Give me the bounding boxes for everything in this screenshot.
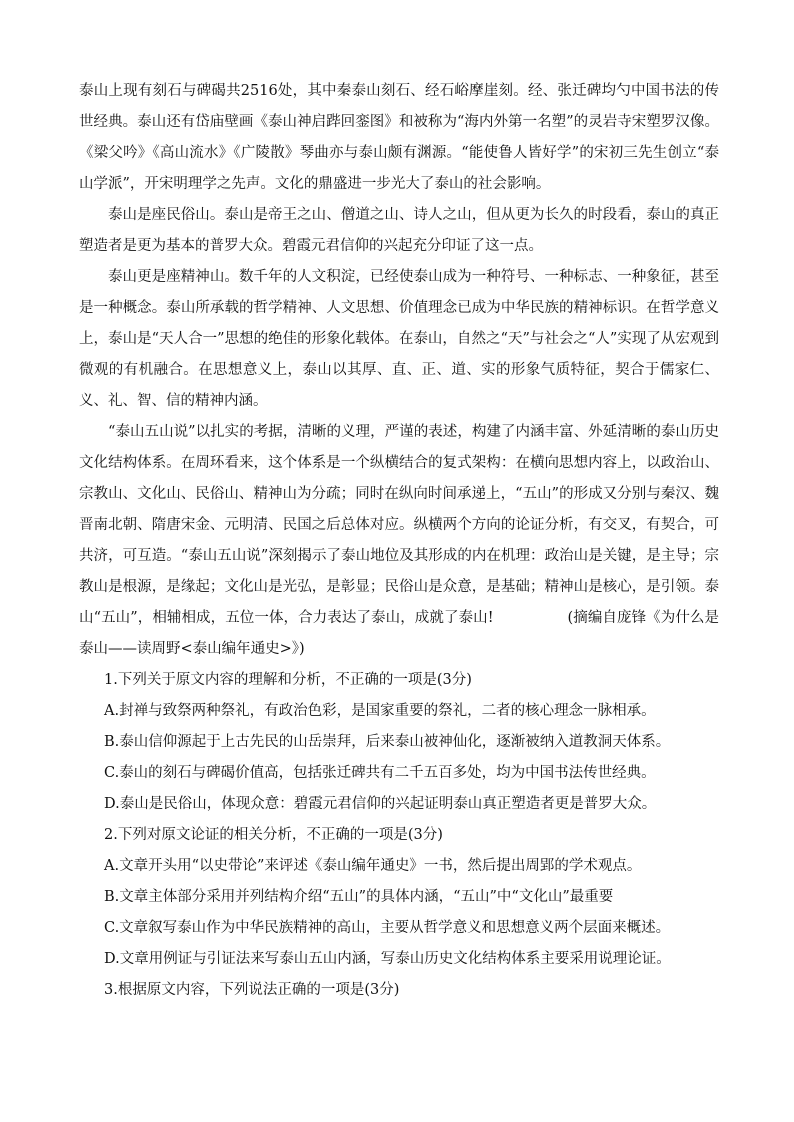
- source-citation: (摘编自庞锋《为什么是泰山——读周野<泰山编年通史>》): [79, 610, 720, 657]
- question-1-stem: 1.下列关于原文内容的理解和分析，不正确的一项是(3分): [104, 672, 472, 688]
- question-1-option-a: A.封禅与致祭两种祭礼，有政治色彩，是国家重要的祭礼，二者的核心理念一脉相承。: [104, 703, 656, 719]
- question-2-option-c: C.文章叙写泰山作为中华民族精神的高山，主要从哲学意义和思想意义两个层面来概述。: [104, 920, 671, 936]
- question-1-option-b: B.泰山信仰源起于上古先民的山岳崇拜，后来泰山被神仙化，逐渐被纳入道教洞天体系。: [104, 734, 671, 750]
- paragraph-2: 泰山是座民俗山。泰山是帝王之山、僧道之山、诗人之山，但从更为长久的时段看，泰山的真正塑造者是更为基本的普罗大众。碧霞元君信仰的兴起充分印证了这一点。: [79, 207, 719, 254]
- paragraph-4-text: “泰山五山说”以扎实的考据，清晰的义理，严谨的表述，构建了内涵丰富、外延清晰的泰山历史文化结构体系。在周环看来，这个体系是一个纵横结合的复式架构：在横向思想内容上，以政治山、宗教山、文化山、民俗山、精神山为分疏；同时在纵向时间承递上，“五山”的形成又分别与秦汉、魏晋南北朝、隋唐宋金、元明清、民国之后总体对应。纵横两个方向的论证分析，有交叉，有契合，可共济，可互造。“泰山五山说”深刻揭示了泰山地位及其形成的内在机理：政治山是关键，是主导；宗教山是根源，是缘起；文化山是光弘，是彰显；民俗山是众意，是基础；精神山是核心，是引领。泰山“五山”，相辅相成，五位一体，合力表达了泰山，成就了泰山!: [79, 424, 719, 626]
- document-page: [79, 76, 719, 1006]
- question-2-option-d: D.文章用例证与引证法来写泰山五山内涵，写泰山历史文化结构体系主要采用说理论证。: [104, 951, 671, 967]
- question-2-option-a: A.文章开头用“以史带论”来评述《泰山编年通史》一书，然后提出周郢的学术观点。: [104, 858, 642, 874]
- question-1-option-d: D.泰山是民俗山，体现众意：碧霞元君信仰的兴起证明泰山真正塑造者更是普罗大众。: [104, 796, 657, 812]
- paragraph-4: [79, 417, 719, 665]
- question-3-stem: 3.根据原文内容，下列说法正确的一项是(3分): [104, 982, 400, 998]
- paragraph-3: 泰山更是座精神山。数千年的人文积淀，已经使泰山成为一种符号、一种标志、一种象征，甚至是一种概念。泰山所承载的哲学精神、人文思想、价值理念已成为中华民族的精神标识。在哲学意义上，泰山是“天人合一”思想的绝佳的形象化载体。在泰山，自然之“天”与社会之“人”实现了从宏观到微观的有机融合。在思想意义上，泰山以其厚、直、正、道、实的形象气质特征，契合于儒家仁、义、礼、智、信的精神内涵。: [79, 269, 719, 409]
- question-2-stem: 2.下列对原文论证的相关分析，不正确的一项是(3分): [104, 827, 443, 843]
- question-2-option-b: B.文章主体部分采用并列结构介绍“五山”的具体内涵，“五山”中“文化山”最重要: [104, 889, 614, 905]
- paragraph-1: 泰山上现有刻石与碑碣共2516处，其中秦泰山刻石、经石峪摩崖刻。经、张迁碑均勺中国书法的传世经典。泰山还有岱庙壁画《泰山神启跸回銮图》和被称为“海内外第一名塑”的灵岩寺宋塑罗汉像。《梁父吟》《高山流水》《广陵散》琴曲亦与泰山颇有渊源。“能使鲁人皆好学”的宋初三先生创立“泰山学派”，开宋明理学之先声。文化的鼎盛进一步光大了泰山的社会影响。: [79, 83, 719, 192]
- question-1-option-c: C.泰山的刻石与碑碣价值高，包括张迁碑共有二千五百多处，均为中国书法传世经典。: [104, 765, 656, 781]
